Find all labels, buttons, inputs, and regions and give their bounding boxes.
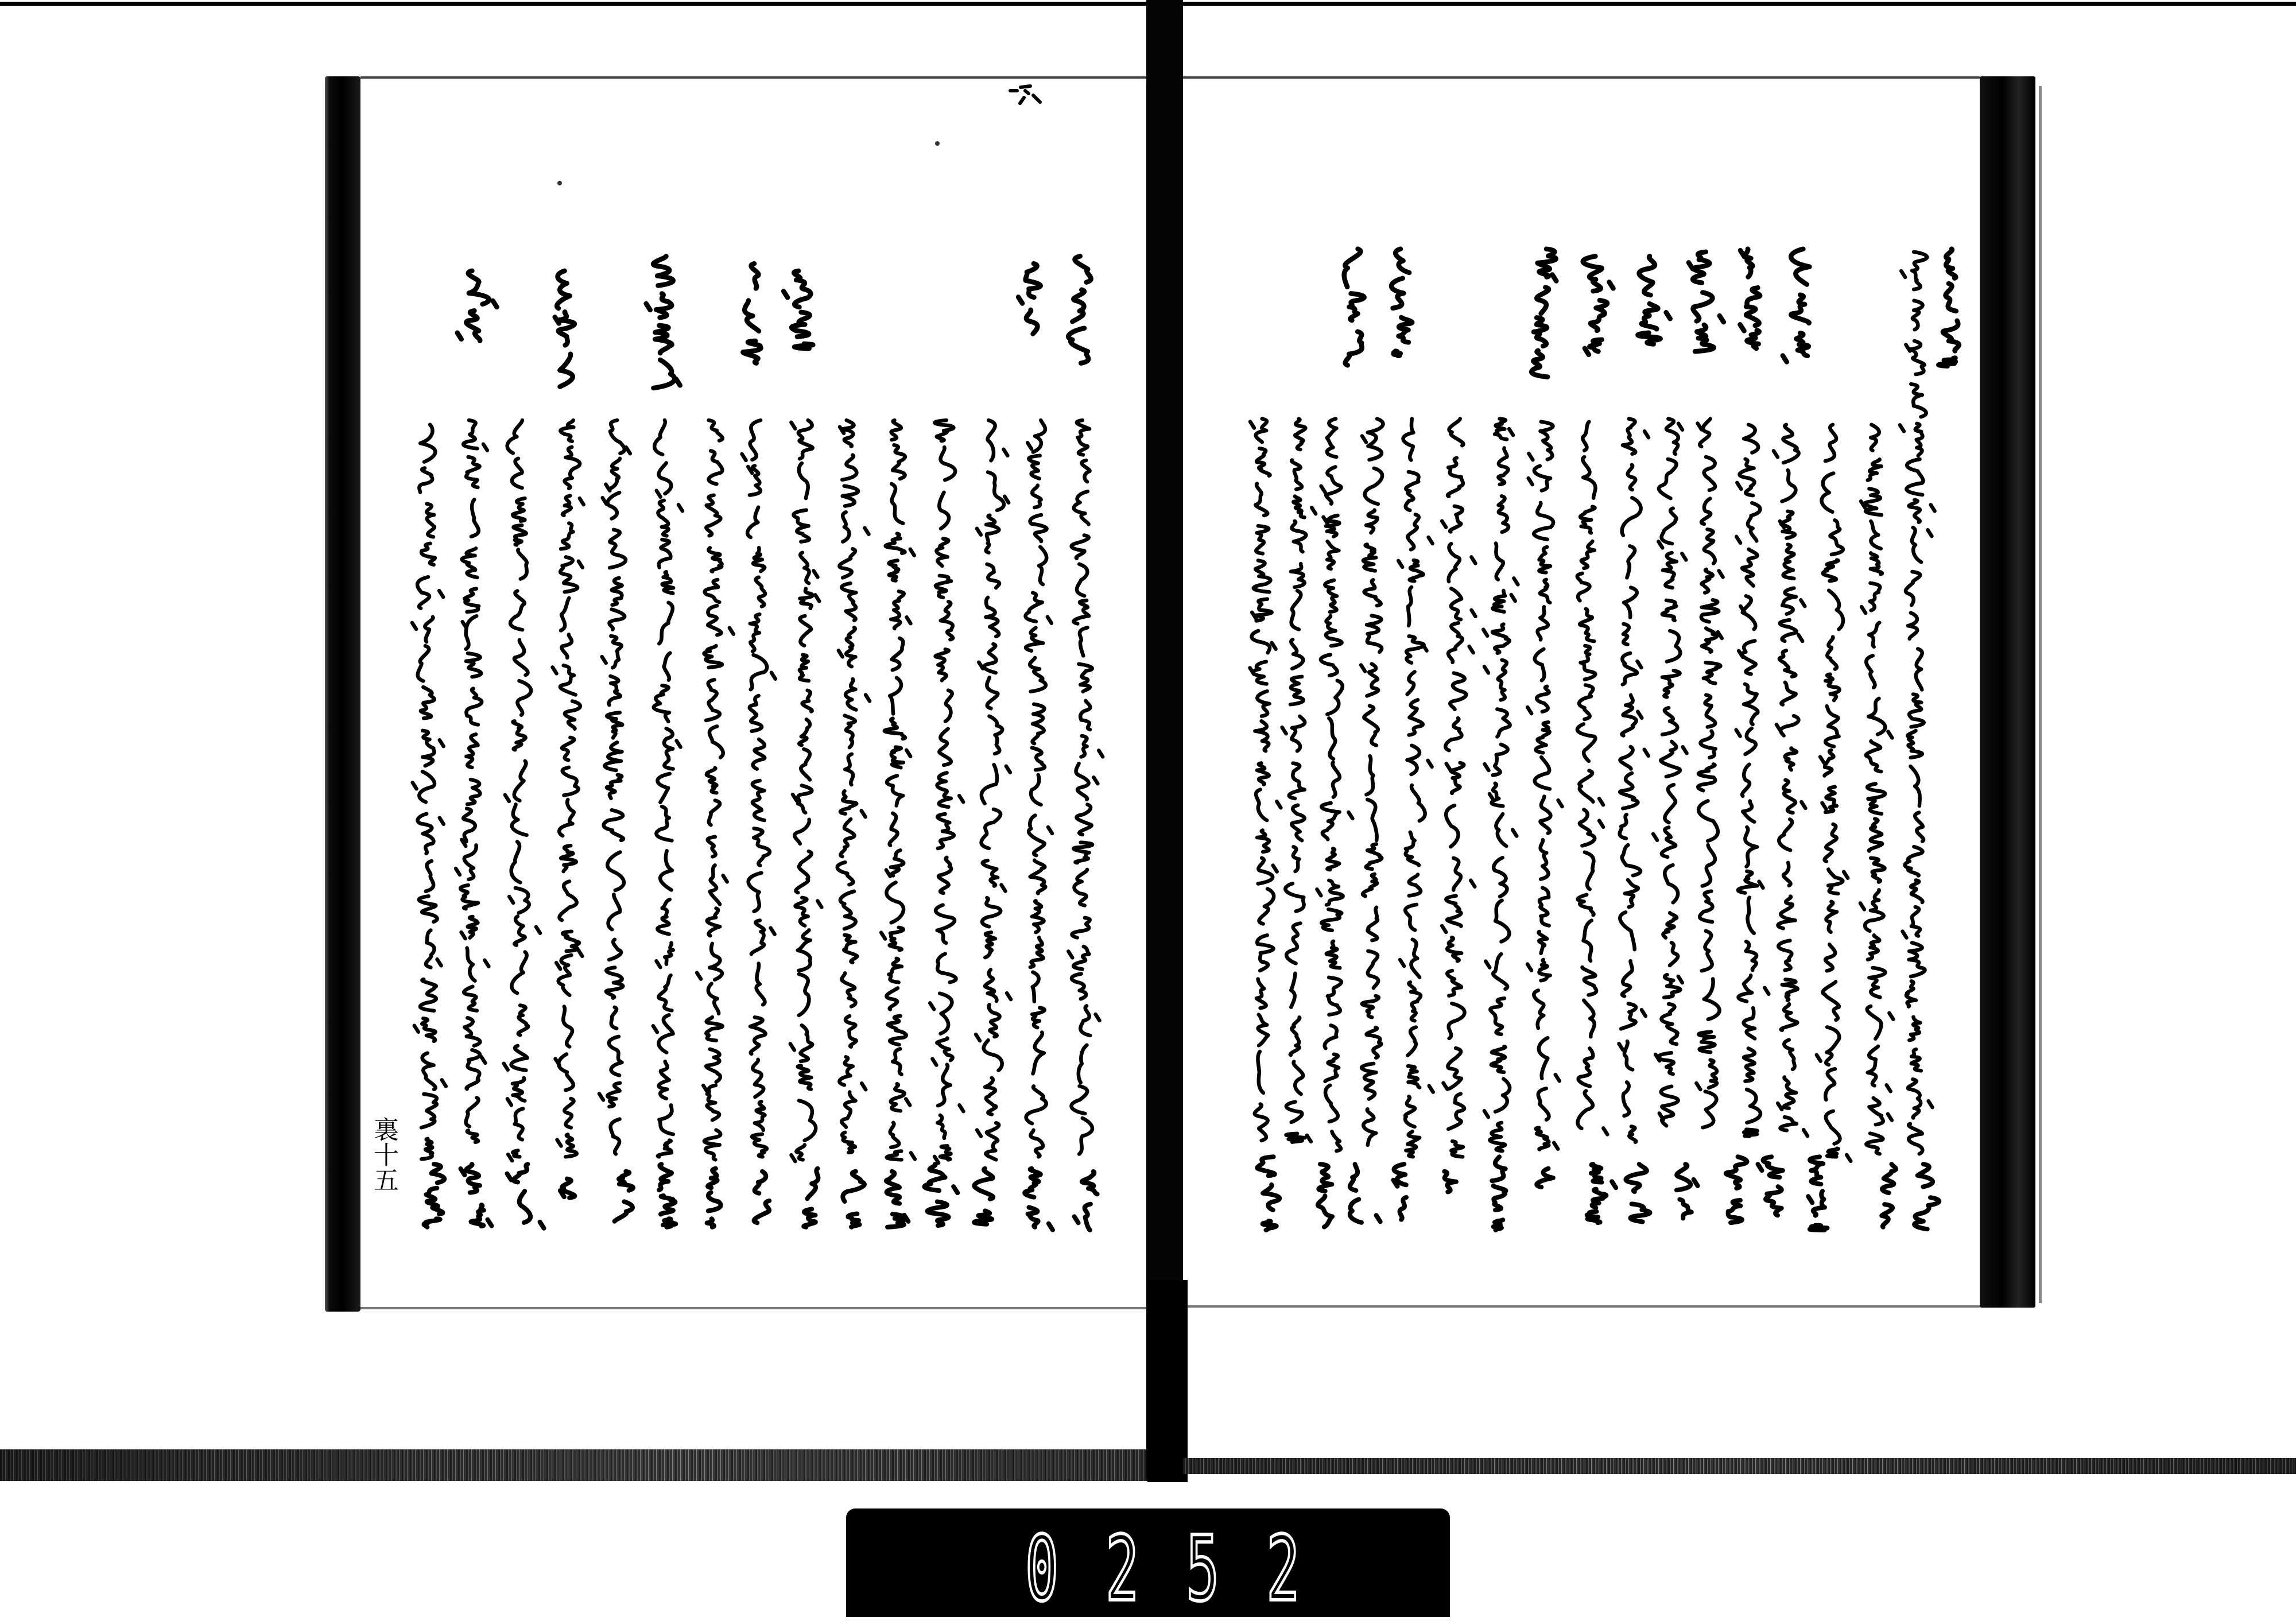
handwritten-text-column [1068,420,1103,1154]
handwritten-poet-name [461,1164,492,1226]
handwritten-heading [1068,256,1091,363]
handwritten-poet-name [1626,1164,1650,1221]
handwritten-heading [1638,256,1670,344]
handwritten-poet-name [1882,1164,1896,1227]
handwritten-poet-name [1726,1157,1747,1223]
handwritten-poet-name [1025,1169,1053,1230]
handwritten-poet-name [1914,1164,1939,1229]
handwritten-poet-name [924,1164,957,1226]
handwritten-poet-name [615,1172,633,1221]
handwritten-text-column [412,425,446,1159]
handwritten-text-column [1736,425,1769,1137]
handwritten-heading [784,271,813,348]
handwritten-text-column [1398,419,1433,1157]
handwritten-poet-name [1394,1164,1407,1220]
handwritten-text-column [1026,420,1052,1157]
handwritten-text-column [1817,425,1851,1161]
handwritten-text-column [1250,419,1281,1141]
handwritten-poet-name [1444,1172,1456,1192]
handwritten-heading [457,271,497,341]
handwritten-text-column [553,420,584,1157]
handwritten-poet-name [659,1164,676,1227]
handwritten-text-column [599,420,630,1154]
frame-number: 0252 [1025,1517,1347,1621]
handwritten-text-column [1442,419,1475,1157]
handwritten-poet-name [507,1164,544,1228]
handwritten-poet-name [1758,1157,1783,1215]
handwritten-poet-name [804,1169,818,1227]
handwritten-text-column [1361,419,1383,1145]
handwritten-text-column [1527,422,1562,1150]
handwritten-text-column [1900,252,1935,1154]
handwritten-heading [1938,249,1959,366]
handwritten-text-column [930,420,963,1163]
handwritten-text-column [837,420,870,1153]
handwritten-heading [1689,252,1724,351]
handwritten-text-column [504,420,540,1161]
pencil-mark [935,141,940,146]
handwritten-poet-name [843,1172,864,1227]
handwritten-text-column [456,420,488,1142]
handwritten-poet-name [1808,1157,1827,1230]
handwritten-text-column [976,420,1011,1159]
handwritten-heading [1018,263,1041,333]
handwritten-text-column [881,420,915,1159]
handwritten-poet-name [1492,1157,1506,1230]
handwritten-text-column [1696,419,1723,1128]
handwritten-heading [555,271,575,387]
handwritten-heading [1391,249,1412,356]
handwritten-poet-name [1318,1164,1332,1227]
folio-mark [1010,86,1040,103]
handwritten-poet-name [424,1164,445,1227]
handwritten-text-column [1577,422,1608,1135]
handwritten-poet-name [754,1172,770,1223]
handwritten-heading [646,256,680,388]
handwritten-heading [1583,256,1614,354]
handwritten-poet-name [560,1179,575,1198]
handwritten-poet-name [1587,1164,1616,1223]
handwritten-text-column [1774,425,1808,1136]
handwritten-poet-name [886,1172,908,1227]
handwritten-poet-name [1257,1157,1279,1230]
handwritten-text-column [697,420,734,1159]
handwritten-text-column [1619,419,1649,1142]
handwritten-text-column [790,420,822,1161]
handwritten-poet-name [1677,1164,1698,1218]
handwritten-text-column [1282,419,1316,1142]
handwritten-heading [1783,249,1810,362]
handwritten-text-column [1860,425,1894,1154]
handwritten-text-column [1653,419,1687,1126]
handwritten-text-column [653,420,682,1157]
handwritten-text-column [1483,419,1518,1151]
handwritten-poet-name [974,1169,993,1224]
handwritten-heading [1344,249,1364,366]
pencil-mark [557,181,562,185]
handwritten-poet-name [1350,1164,1380,1223]
handwritten-heading [1740,249,1760,348]
handwritten-text-column [1317,419,1352,1151]
handwritten-poet-name [1537,1169,1553,1187]
handwritten-columns [412,249,1959,1230]
page-label: 裏十五 [369,1116,398,1192]
handwritten-text-column [742,420,775,1157]
handwritten-heading [743,263,761,363]
handwritten-poet-name [1075,1172,1097,1230]
handwritten-heading [1531,249,1556,377]
handwritten-poet-name [707,1169,721,1227]
